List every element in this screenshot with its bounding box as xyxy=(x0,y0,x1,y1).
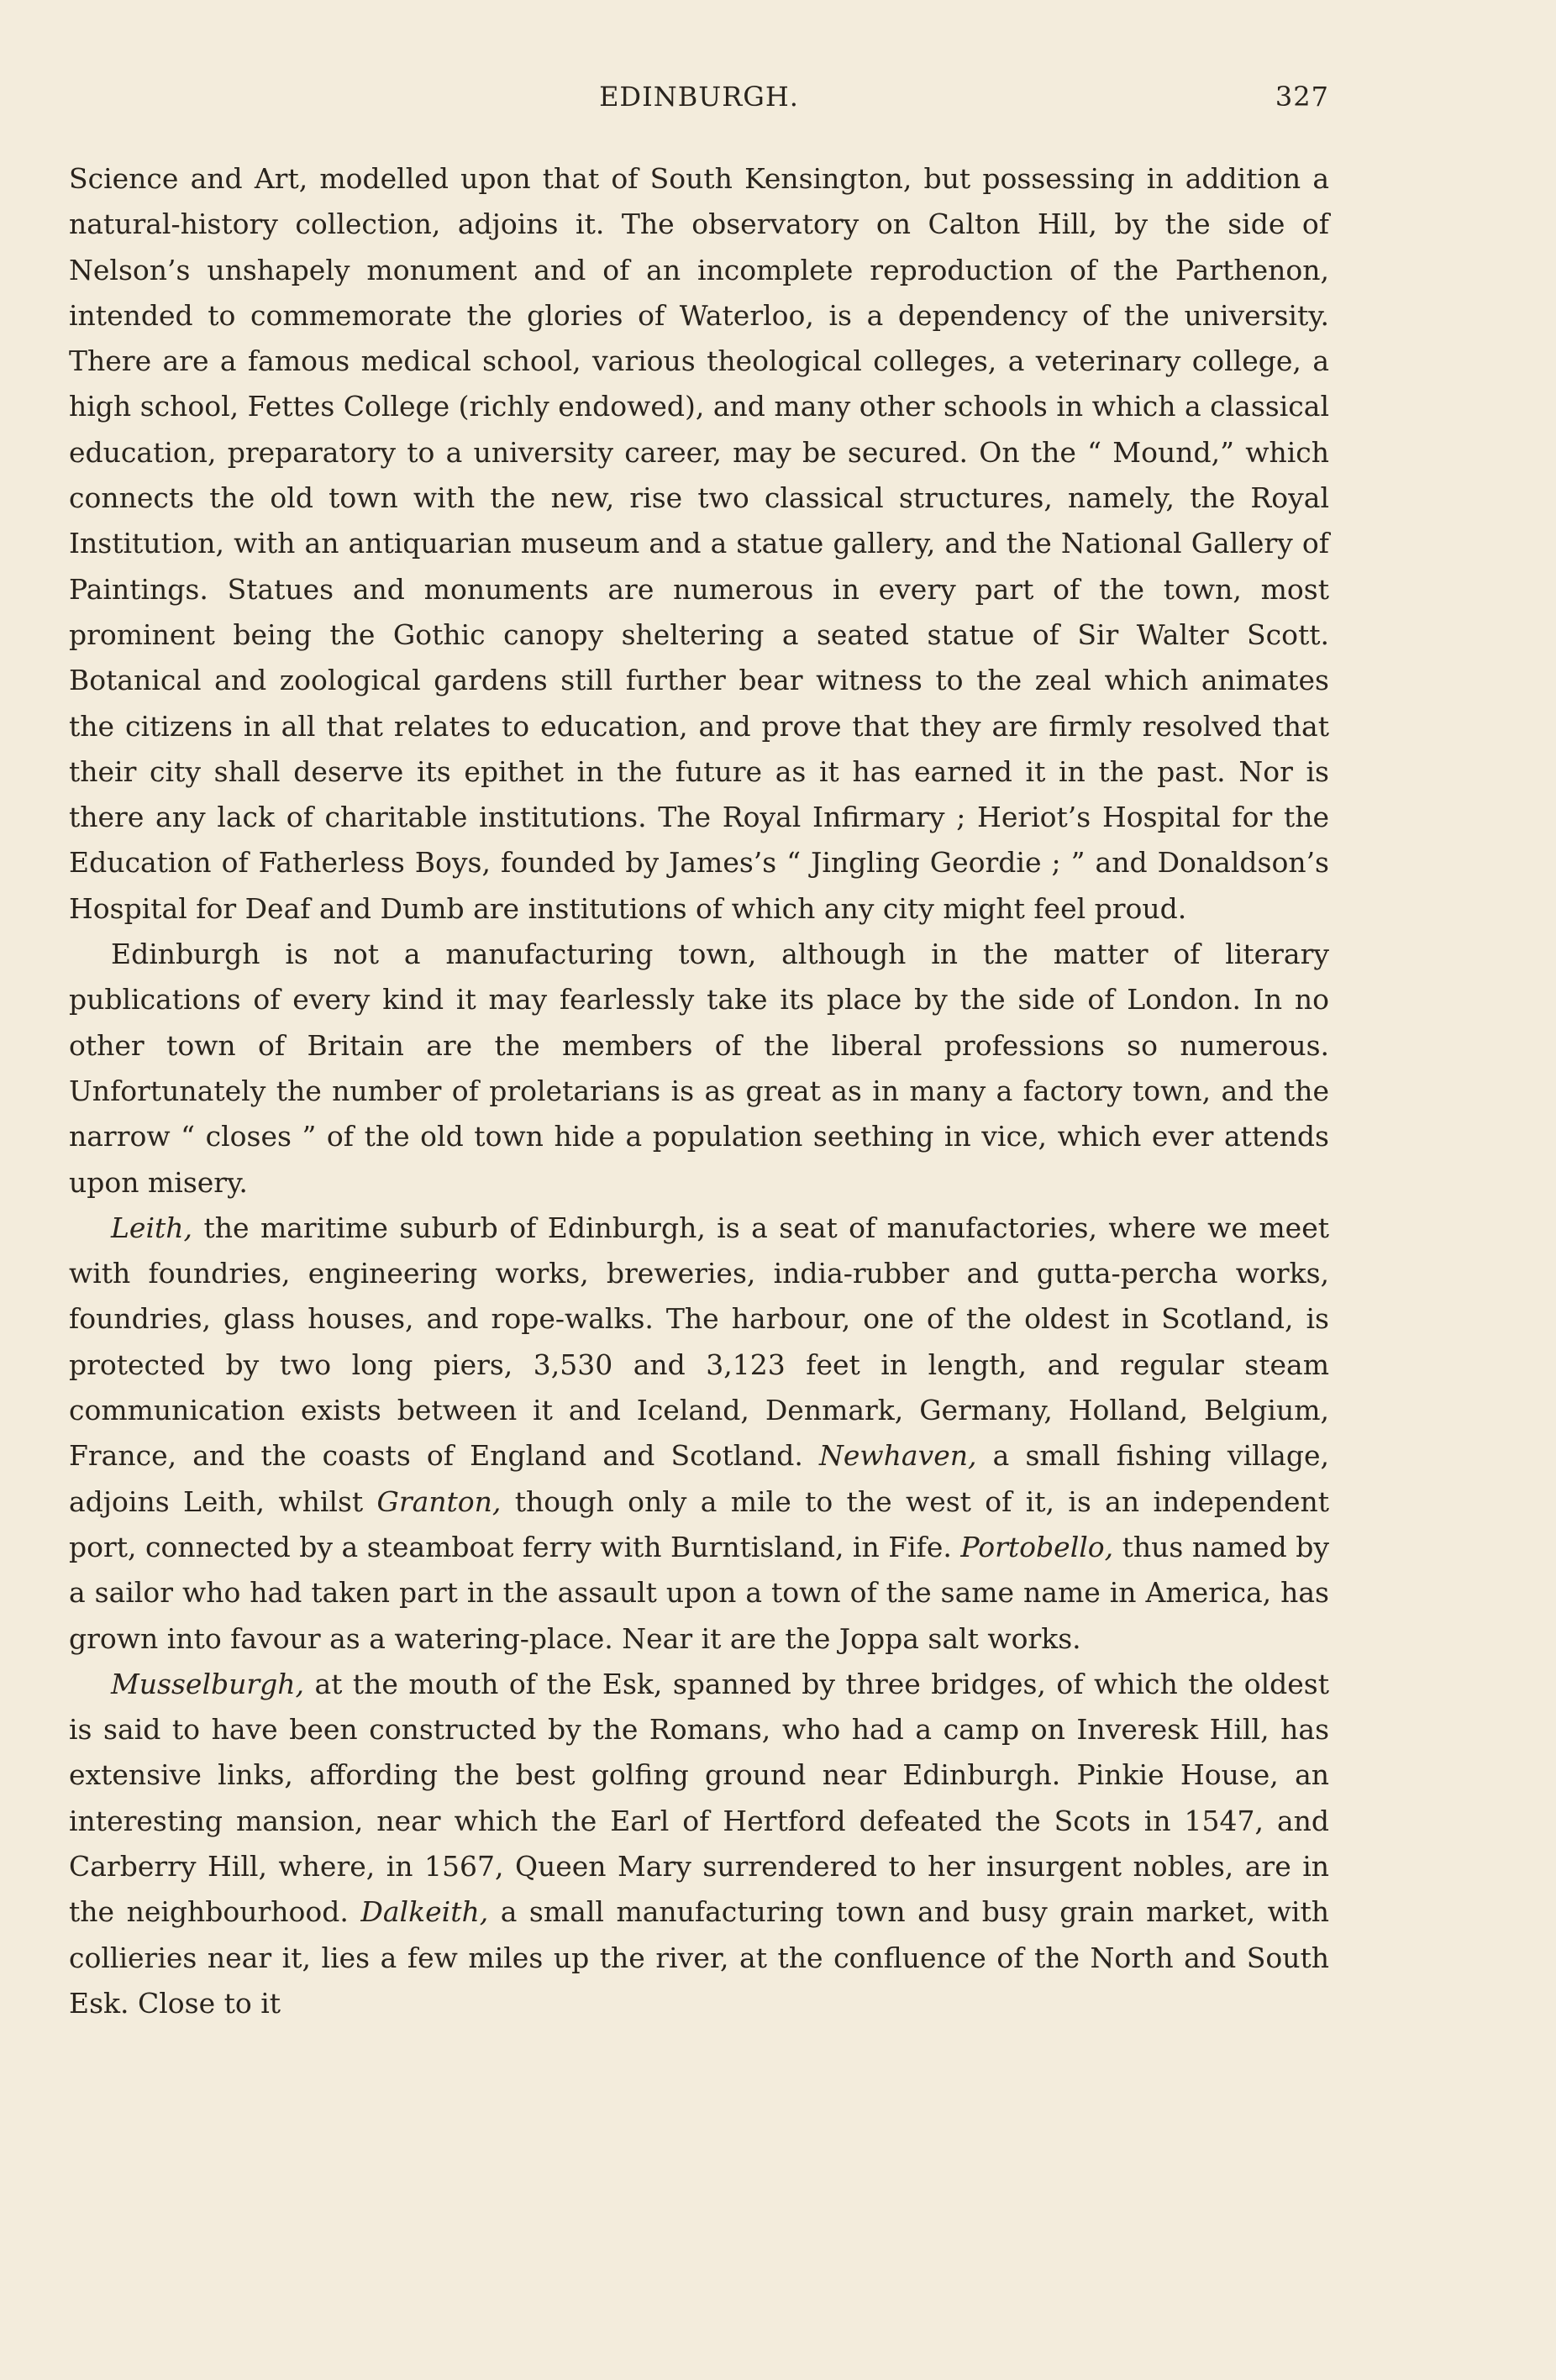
text-run: thus named by a sailor who had taken part in the assault upon a town of the same name in America, has grown into favour as a watering-place. Near it are the Joppa salt works. xyxy=(69,1530,1329,1655)
text-run: the maritime suburb of Edinburgh, is a seat of manufactories, where we meet with foundries, engineering works, breweries, india-rubber and gutta-percha works, foundries, glass houses, and rope-walks. The harbour, one of the oldest in Scotland, is protected by two long piers, 3,530 and 3,123 feet in length, and regular steam communication exists between it and Iceland, Denmark, Germany, Holland, Belgium, France, and the coasts of England and Scotland. xyxy=(69,1211,1329,1473)
text-run: at the mouth of the Esk, spanned by three bridges, of which the oldest is said to have been constructed by the Romans, who had a camp on Inveresk Hill, has extensive links, affording the best golfing ground near Edinburgh. Pinkie House, an interesting mansion, near which the Earl of Hertford defeated the Scots in 1547, and Carberry Hill, where, in 1567, Queen Mary surrendered to her insurgent nobles, are in the neighbourhood. xyxy=(69,1667,1329,1929)
place-name-granton: Granton, xyxy=(376,1484,502,1518)
page-header xyxy=(69,81,1329,123)
page-number: 327 xyxy=(1275,81,1329,113)
place-name-leith: Leith, xyxy=(111,1211,193,1244)
text-run: a small manufacturing town and busy grain market, with collieries near it, lies a few miles up the river, at the confluence of the North and South Esk. Close to it xyxy=(69,1895,1329,2020)
paragraph-2 xyxy=(69,932,1329,1206)
text-run: though only a mile to the west of it, is an independent port, connected by a steamboat ferry with Burntisland, in Fife. xyxy=(69,1484,1329,1563)
paragraph-4 xyxy=(69,1662,1329,2026)
text-run: Science and Art, modelled upon that of South Kensington, but possessing in addition a natural-history collection, adjoins it. The observatory on Calton Hill, by the side of Nelson’s unshapely monument and of an incomplete reproduction of the Parthenon, intended to commemorate the glories of Waterloo, is a dependency of the university. There are a famous medical school, various theological colleges, a veterinary college, a high school, Fettes College (richly endowed), and many other schools in which a classical education, preparatory to a university career, may be secured. On the “ Mound,” which connects the old town with the new, rise two classical structures, namely, the Royal Institution, with an antiquarian museum and a statue gallery, and the National Gallery of Paintings. Statues and monuments are numerous in every part of the town, most prominent being the Gothic canopy sheltering a seated statue of Sir Walter Scott. Botanical and zoological gardens still further bear witness to the zeal which animates the citizens in all that relates to education, and prove that they are firmly resolved that their city shall deserve its epithet in the future as it has earned it in the past. Nor is there any lack of charitable institutions. The Royal Infirmary ; Heriot’s Hospital for the Education of Fatherless Boys, founded by James’s “ Jingling Geordie ; ” and Donaldson’s Hospital for Deaf and Dumb are institutions of which any city might feel proud. xyxy=(69,162,1329,925)
paragraph-3 xyxy=(69,1206,1329,1662)
running-head: EDINBURGH. xyxy=(599,81,799,113)
place-name-portobello: Portobello, xyxy=(960,1530,1114,1563)
body-text xyxy=(69,156,1329,2026)
text-run: a small fishing village, adjoins Leith, whilst xyxy=(69,1439,1329,1518)
place-name-newhaven: Newhaven, xyxy=(819,1439,977,1473)
paragraph-1 xyxy=(69,156,1329,932)
place-name-dalkeith: Dalkeith, xyxy=(360,1895,489,1929)
text-run: Edinburgh is not a manufacturing town, although in the matter of literary publications of every kind it may fearlessly take its place by the side of London. In no other town of Britain are the members of the liberal professions so numerous. Unfortunately the number of proletarians is as great as in many a factory town, and the narrow “ closes ” of the old town hide a population seething in vice, which ever attends upon misery. xyxy=(69,938,1329,1199)
place-name-musselburgh: Musselburgh, xyxy=(111,1667,305,1700)
